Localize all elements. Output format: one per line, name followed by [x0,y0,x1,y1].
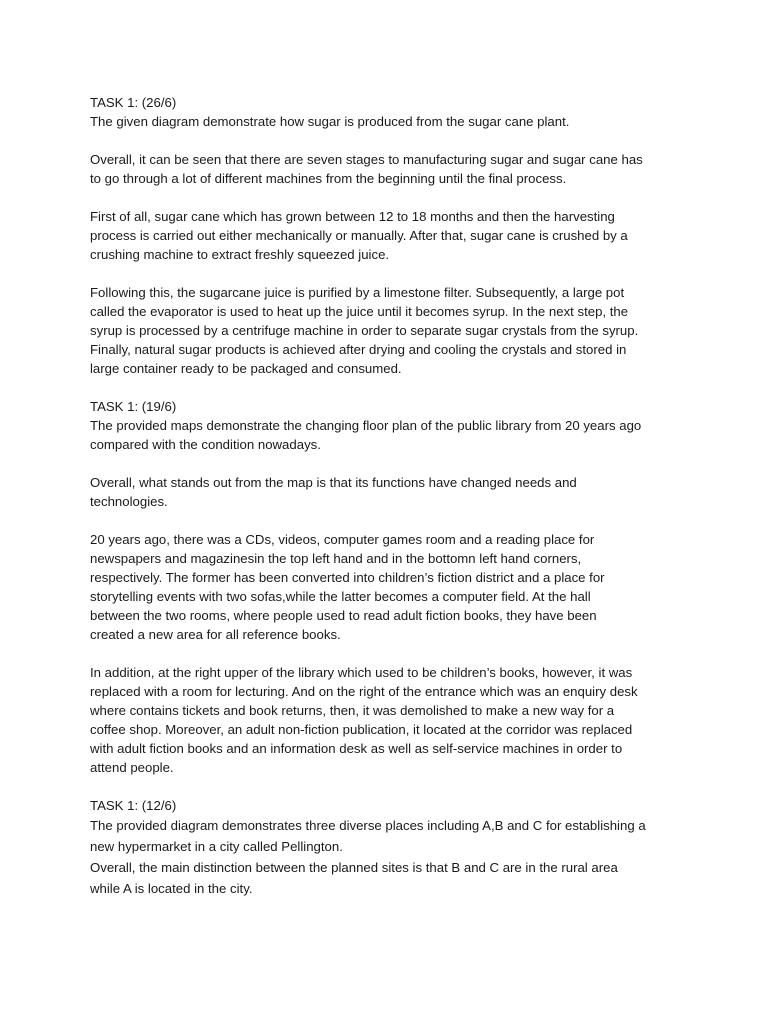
paragraph [90,283,678,378]
task-section-2 [90,397,678,777]
text-line: with adult fiction books and an information desk as well as self-service machines in order to [90,741,623,756]
task-heading: TASK 1: (26/6) [90,95,177,110]
text-line: syrup is processed by a centrifuge machine in order to separate sugar crystals from the syrup. [90,323,639,338]
text-line: process is carried out either mechanically or manually. After that, sugar cane is crushed by a [90,228,628,243]
text-line: Following this, the sugarcane juice is purified by a limestone filter. Subsequently, a large pot [90,285,625,300]
text-line: coffee shop. Moreover, an adult non-fiction publication, it located at the corridor was replaced [90,722,633,737]
text-line: The provided diagram demonstrates three diverse places including A,B and C for establishing a [90,818,646,833]
paragraph [90,473,678,511]
task-heading: TASK 1: (19/6) [90,399,177,414]
paragraph [90,857,678,899]
task-section-3 [90,796,678,899]
document-page [90,93,678,899]
text-line: called the evaporator is used to heat up the juice until it becomes syrup. In the next step, the [90,304,629,319]
text-line: new hypermarket in a city called Pellington. [90,839,343,854]
task-section-1 [90,93,678,378]
text-line: Overall, what stands out from the map is that its functions have changed needs and [90,475,577,490]
text-line: 20 years ago, there was a CDs, videos, computer games room and a reading place for [90,532,595,547]
paragraph [90,112,678,131]
text-line: storytelling events with two sofas,while the latter becomes a computer field. At the hall [90,589,591,604]
text-line: respectively. The former has been converted into children’s fiction district and a place for [90,570,605,585]
text-line: First of all, sugar cane which has grown between 12 to 18 months and then the harvesting [90,209,615,224]
text-line: between the two rooms, where people used to read adult fiction books, they have been [90,608,597,623]
task-heading: TASK 1: (12/6) [90,798,177,813]
paragraph [90,530,678,644]
paragraph [90,150,678,188]
text-line: technologies. [90,494,168,509]
text-line: Overall, the main distinction between the planned sites is that B and C are in the rural area [90,860,618,875]
text-line: compared with the condition nowadays. [90,437,321,452]
paragraph [90,207,678,264]
text-line: large container ready to be packaged and consumed. [90,361,402,376]
text-line: Overall, it can be seen that there are seven stages to manufacturing sugar and sugar cane has [90,152,643,167]
text-line: Finally, natural sugar products is achieved after drying and cooling the crystals and stored in [90,342,627,357]
text-line: where contains tickets and book returns, then, it was demolished to make a new way for a [90,703,615,718]
text-line: The given diagram demonstrate how sugar is produced from the sugar cane plant. [90,114,570,129]
text-line: attend people. [90,760,174,775]
text-line: replaced with a room for lecturing. And on the right of the entrance which was an enquiry desk [90,684,638,699]
text-line: while A is located in the city. [90,881,253,896]
text-line: to go through a lot of different machines from the beginning until the final process. [90,171,567,186]
paragraph [90,663,678,777]
text-line: crushing machine to extract freshly squeezed juice. [90,247,390,262]
paragraph [90,815,678,857]
text-line: The provided maps demonstrate the changing floor plan of the public library from 20 years ago [90,418,642,433]
paragraph [90,416,678,454]
text-line: In addition, at the right upper of the library which used to be children’s books, however, it was [90,665,633,680]
text-line: newspapers and magazinesin the top left hand and in the bottomn left hand corners, [90,551,582,566]
text-line: created a new area for all reference books. [90,627,341,642]
